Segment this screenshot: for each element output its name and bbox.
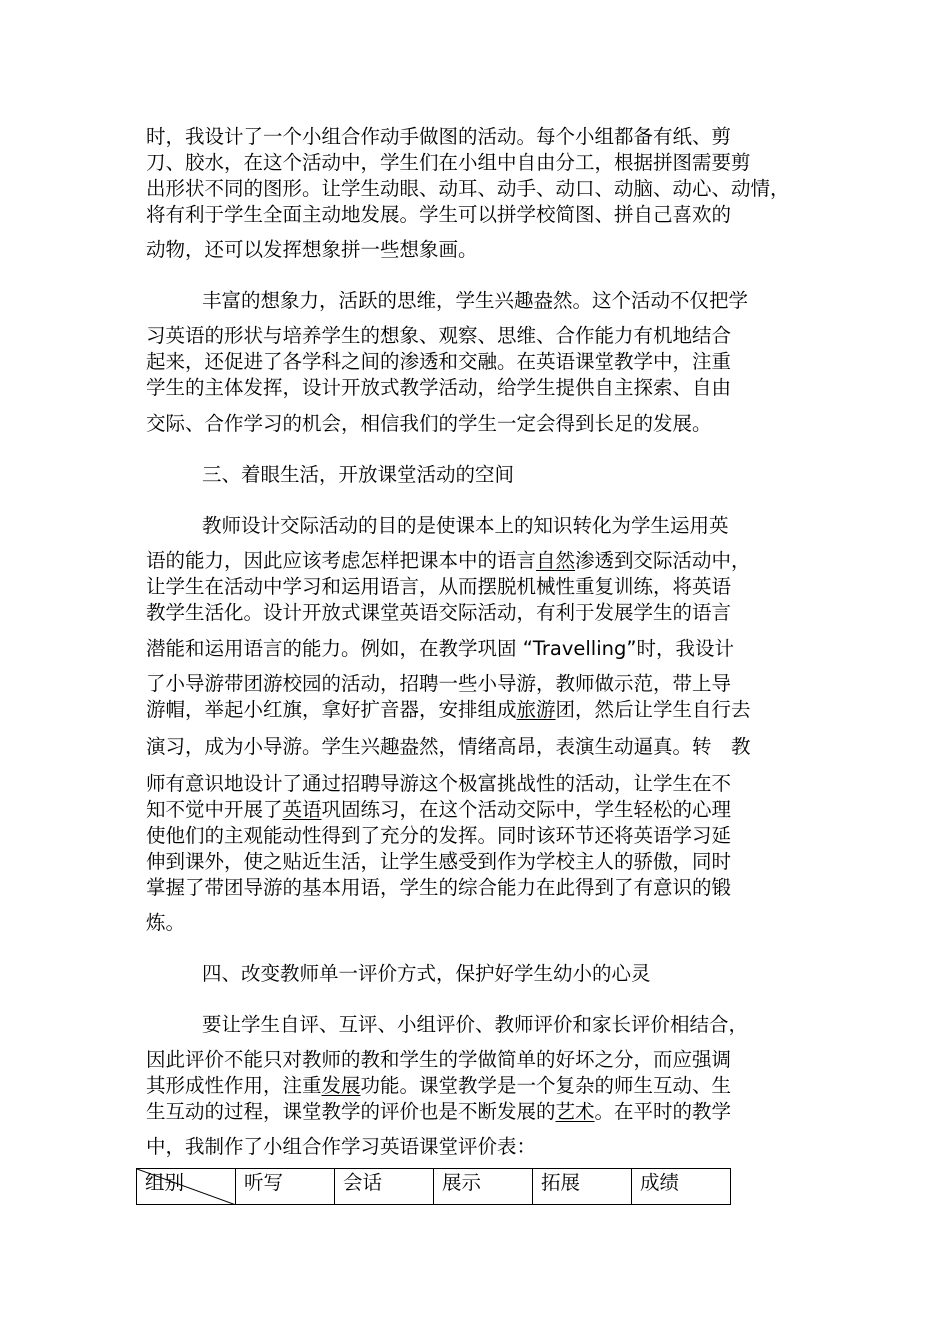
table-header-label: 展示 xyxy=(442,1171,482,1194)
evaluation-table xyxy=(136,1168,731,1205)
paragraph-4-line-1: 要让学生自评、互评、小组评价、教师评价和家长评价相结合， xyxy=(202,1013,749,1036)
paragraph-3-line-9: 师有意识地设计了通过招聘导游这个极富挑战性的活动，让学生在不 xyxy=(146,772,732,795)
table-header-cell-extension xyxy=(533,1169,632,1205)
paragraph-3-line-3: 让学生在活动中学习和运用语言，从而摆脱机械性重复训练，将英语 xyxy=(146,575,732,598)
paragraph-1-line-4: 将有利于学生全面主动地发展。学生可以拼学校简图、拼自己喜欢的 xyxy=(146,203,732,226)
table-header-cell-group xyxy=(137,1169,236,1205)
section-heading-3: 三、着眼生活，开放课堂活动的空间 xyxy=(202,463,515,486)
paragraph-1-line-3: 出形状不同的图形。让学生动眼、动耳、动手、动口、动脑、动心、动情， xyxy=(146,177,790,200)
paragraph-2-line-3: 起来，还促进了各学科之间的渗透和交融。在英语课堂教学中，注重 xyxy=(146,350,732,373)
paragraph-2-line-4: 学生的主体发挥，设计开放式教学活动，给学生提供自主探索、自由 xyxy=(146,376,732,399)
paragraph-1-line-1: 时，我设计了一个小组合作动手做图的活动。每个小组都备有纸、剪 xyxy=(146,125,732,148)
paragraph-3-line-13: 掌握了带团导游的基本用语，学生的综合能力在此得到了有意识的锻 xyxy=(146,876,732,899)
underlined-term-yingyu: 英语 xyxy=(282,798,322,821)
table-header-cell-conversation xyxy=(335,1169,434,1205)
text-run: 语的能力，因此应该考虑怎样把课本中的语言 xyxy=(146,549,537,572)
table-header-label: 会话 xyxy=(343,1171,383,1194)
paragraph-3-line-5 xyxy=(146,636,826,662)
paragraph-3-line-11: 使他们的主观能动性得到了充分的发挥。同时该环节还将英语学习延 xyxy=(146,824,732,847)
section-heading-4: 四、改变教师单一评价方式，保护好学生幼小的心灵 xyxy=(202,962,651,985)
paragraph-2-line-5: 交际、合作学习的机会，相信我们的学生一定会得到长足的发展。 xyxy=(146,412,712,435)
text-run: 生互动的过程，课堂教学的评价也是不断发展的 xyxy=(146,1100,556,1123)
paragraph-1-line-2: 刀、胶水，在这个活动中，学生们在小组中自由分工，根据拼图需要剪 xyxy=(146,151,751,174)
text-run: 功能。课堂教学是一个复杂的师生互动、生 xyxy=(360,1074,732,1097)
paragraph-3-line-12: 伸到课外，使之贴近生活，让学生感受到作为学校主人的骄傲，同时 xyxy=(146,850,732,873)
text-run: 知不觉中开展了 xyxy=(146,798,283,821)
text-run: 时，我设计 xyxy=(636,637,734,660)
paragraph-2-line-1: 丰富的想象力，活跃的思维，学生兴趣盎然。这个活动不仅把学 xyxy=(202,289,749,312)
text-run: 。在平时的教学 xyxy=(594,1100,732,1123)
paragraph-1-line-5: 动物，还可以发挥想象拼一些想象画。 xyxy=(146,238,478,261)
paragraph-4-line-4 xyxy=(146,1099,826,1125)
text-run: 团，然后让学生自行去 xyxy=(555,698,751,721)
table-header-label: 成绩 xyxy=(640,1171,680,1194)
paragraph-3-line-2 xyxy=(146,548,826,574)
table-header-cell-dictation xyxy=(236,1169,335,1205)
table-header-cell-score xyxy=(632,1169,731,1205)
paragraph-3-line-7 xyxy=(146,697,826,723)
paragraph-3-line-1: 教师设计交际活动的目的是使课本上的知识转化为学生运用英 xyxy=(202,514,729,537)
paragraph-3-line-14: 炼。 xyxy=(146,911,186,934)
table-header-cell-presentation xyxy=(434,1169,533,1205)
quoted-title-travelling: “Travelling” xyxy=(522,637,637,660)
paragraph-3-line-4: 教学生活化。设计开放式课堂英语交际活动，有利于发展学生的语言 xyxy=(146,601,732,624)
text-run: 其形成性作用，注重 xyxy=(146,1074,322,1097)
paragraph-3-line-8: 演习，成为小导游。学生兴趣盎然，情绪高昂，表演生动逼真。转 教 xyxy=(146,735,751,758)
table-header-label: 组别 xyxy=(145,1171,185,1194)
text-run: 游帽，举起小红旗，拿好扩音器，安排组成 xyxy=(146,698,517,721)
paragraph-4-line-2: 因此评价不能只对教师的教和学生的学做简单的好坏之分，而应强调 xyxy=(146,1048,732,1071)
underlined-term-yishu: 艺术 xyxy=(555,1100,595,1123)
paragraph-3-line-10 xyxy=(146,797,826,823)
table-header-label: 听写 xyxy=(244,1171,284,1194)
diagonal-divider-icon xyxy=(137,1169,236,1205)
underlined-term-lvyou: 旅游 xyxy=(516,698,556,721)
text-run: 巩固练习，在这个活动交际中，学生轻松的心理 xyxy=(321,798,732,821)
paragraph-3-line-6: 了小导游带团游校园的活动，招聘一些小导游，教师做示范，带上导 xyxy=(146,672,732,695)
paragraph-2-line-2: 习英语的形状与培养学生的想象、观察、思维、合作能力有机地结合 xyxy=(146,324,732,347)
underlined-term-fazhan: 发展 xyxy=(321,1074,361,1097)
paragraph-4-line-5: 中，我制作了小组合作学习英语课堂评价表： xyxy=(146,1135,537,1158)
text-run: 潜能和运用语言的能力。例如，在教学巩固 xyxy=(146,637,523,660)
text-run: 渗透到交际活动中， xyxy=(575,549,751,572)
table-header-label: 拓展 xyxy=(541,1171,581,1194)
table-header-row xyxy=(137,1169,731,1205)
paragraph-4-line-3 xyxy=(146,1073,826,1099)
underlined-term-ziran: 自然 xyxy=(536,549,576,572)
